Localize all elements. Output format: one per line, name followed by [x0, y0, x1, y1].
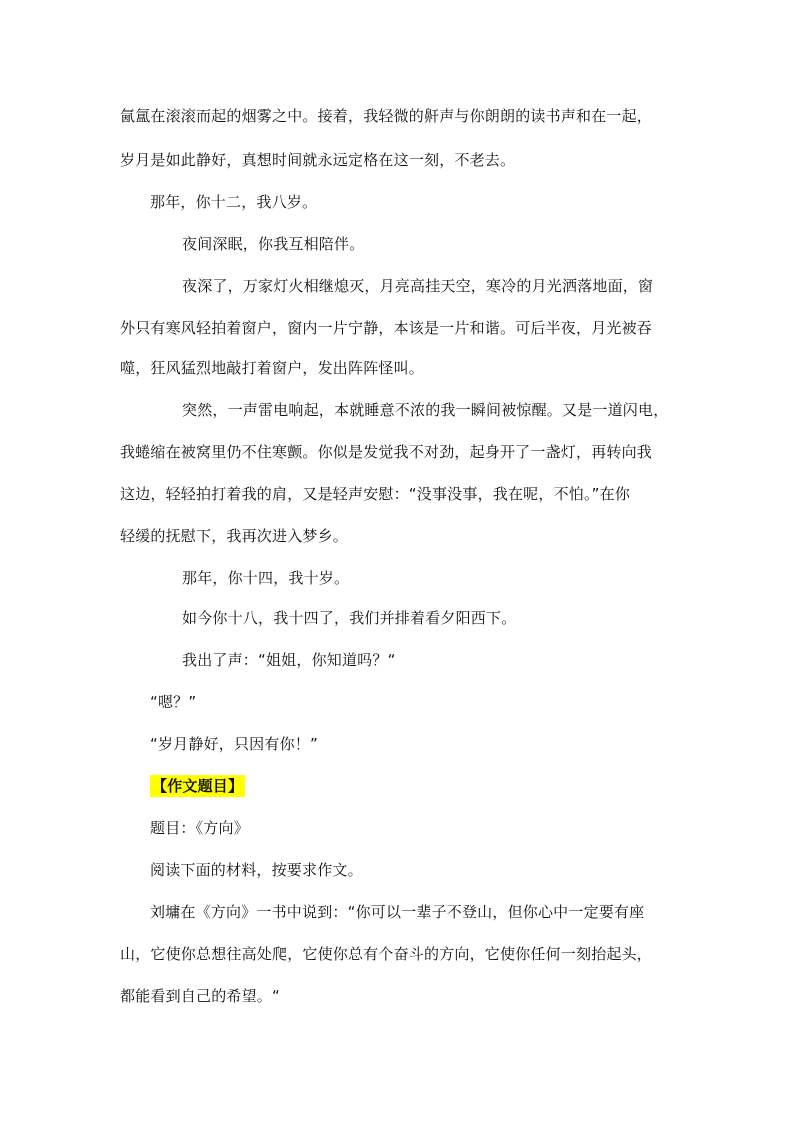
text-line: 岁月是如此静好，真想时间就永远定格在这一刻，不老去。	[120, 151, 516, 169]
text-line: 外只有寒风轻拍着窗户，窗内一片宁静，本该是一片和谐。可后半夜，月光被吞	[120, 319, 653, 337]
text-line: 我蜷缩在被窝里仍不住寒颤。你似是发觉我不对劲，起身开了一盏灯，再转向我	[120, 443, 653, 461]
text-line: 这边，轻轻拍打着我的肩，又是轻声安慰：“没事没事，我在呢，不怕。”在你	[120, 485, 631, 503]
text-line: 夜间深眠，你我互相陪伴。	[182, 235, 365, 253]
text-line: 那年，你十四，我十岁。	[182, 569, 350, 587]
text-line: 刘墉在《方向》一书中说到：“你可以一辈子不登山，但你心中一定要有座	[150, 903, 645, 921]
text-line: 如今你十八，我十四了，我们并排着看夕阳西下。	[182, 609, 517, 627]
text-line: 我出了声：“姐姐，你知道吗？“	[182, 651, 396, 669]
text-line: 突然，一声雷电响起，本就睡意不浓的我一瞬间被惊醒。又是一道闪电，	[182, 401, 669, 419]
text-line: 都能看到自己的希望。“	[120, 987, 280, 1005]
text-line: 山，它使你总想往高处爬，它使你总有个奋斗的方向，它使你任何一刻抬起头，	[120, 945, 653, 963]
text-line: 那年，你十二，我八岁。	[150, 193, 318, 211]
text-line: 氤氲在滚滚而起的烟雾之中。接着，我轻微的鼾声与你朗朗的读书声和在一起，	[120, 107, 653, 125]
text-line: 题目：《方向》	[150, 819, 249, 837]
text-line: 噬，狂风猛烈地敲打着窗户，发出阵阵怪叫。	[120, 359, 425, 377]
text-line: 阅读下面的材料，按要求作文。	[150, 861, 363, 879]
highlighted-heading: 【作文题目】	[152, 777, 244, 795]
text-line: “嗯？”	[150, 693, 197, 711]
section-heading	[150, 776, 245, 796]
text-line: “岁月静好，只因有你！”	[150, 735, 318, 753]
text-line: 夜深了，万家灯火相继熄灭，月亮高挂天空，寒冷的月光洒落地面，窗	[182, 277, 654, 295]
text-line: 轻缓的抚慰下，我再次进入梦乡。	[120, 527, 349, 545]
